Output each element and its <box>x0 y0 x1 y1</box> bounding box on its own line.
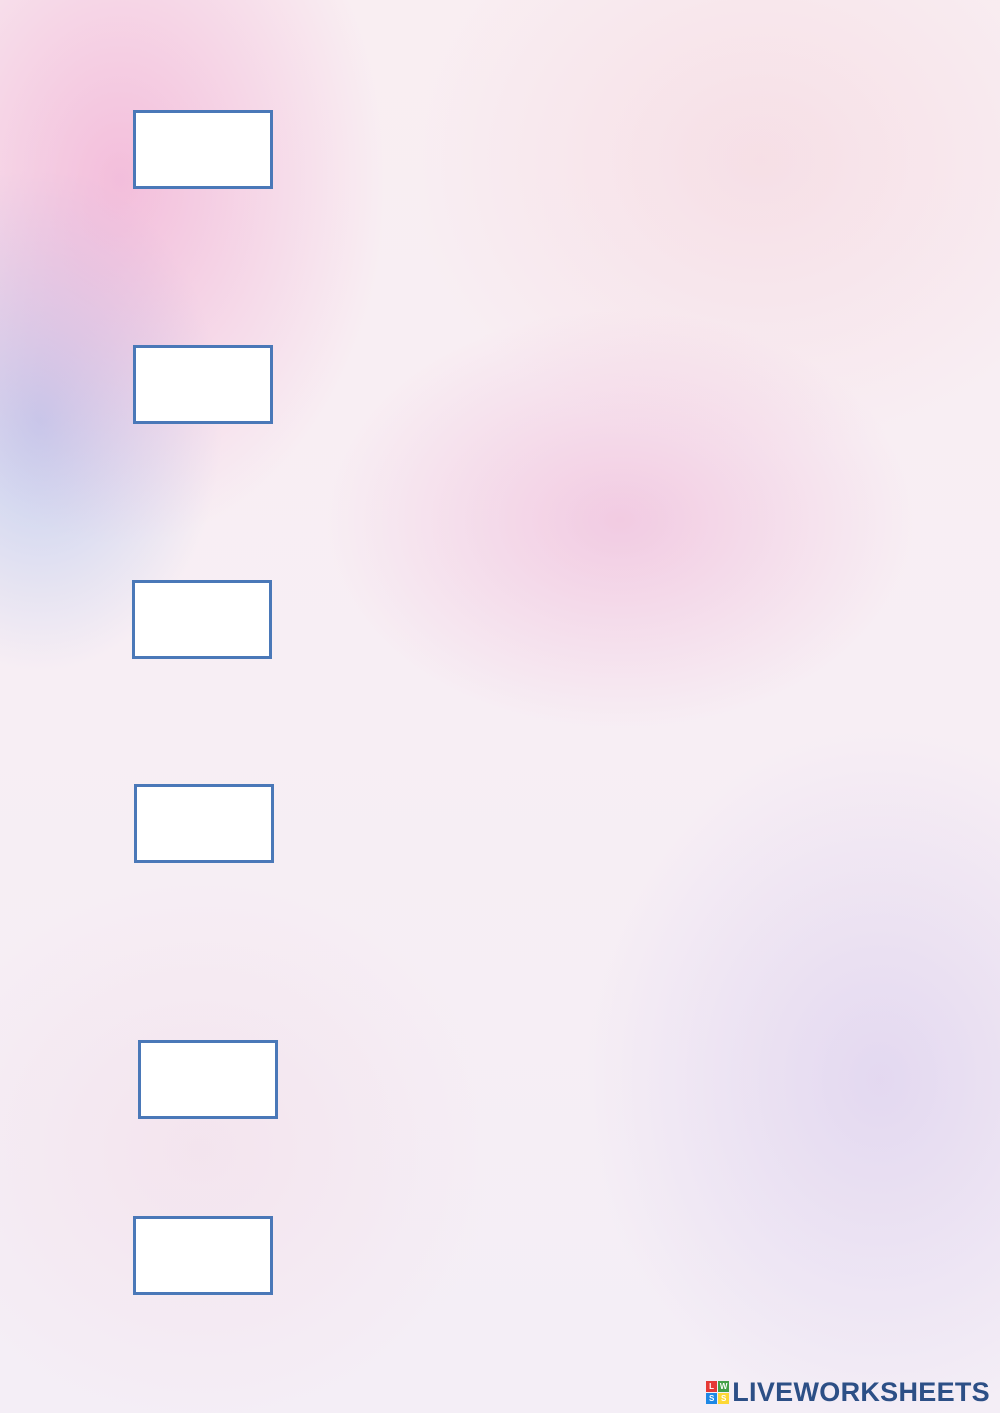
answer-box-26[interactable] <box>133 345 273 424</box>
logo-mark-icon <box>706 1381 729 1404</box>
liveworksheets-logo <box>706 1377 990 1407</box>
answer-box-27[interactable] <box>132 580 272 659</box>
answer-box-28[interactable] <box>134 784 274 863</box>
answer-box-30[interactable] <box>133 1216 273 1295</box>
logo-text: LIVEWORKSHEETS <box>732 1376 990 1407</box>
logo-mark-cell: W <box>719 1381 728 1391</box>
logo-mark-cell: S <box>718 1393 729 1404</box>
answer-box-25[interactable] <box>133 110 273 189</box>
logo-mark-cell: L <box>706 1381 717 1392</box>
answer-box-29[interactable] <box>138 1040 278 1119</box>
logo-mark-cell: S <box>706 1393 717 1404</box>
